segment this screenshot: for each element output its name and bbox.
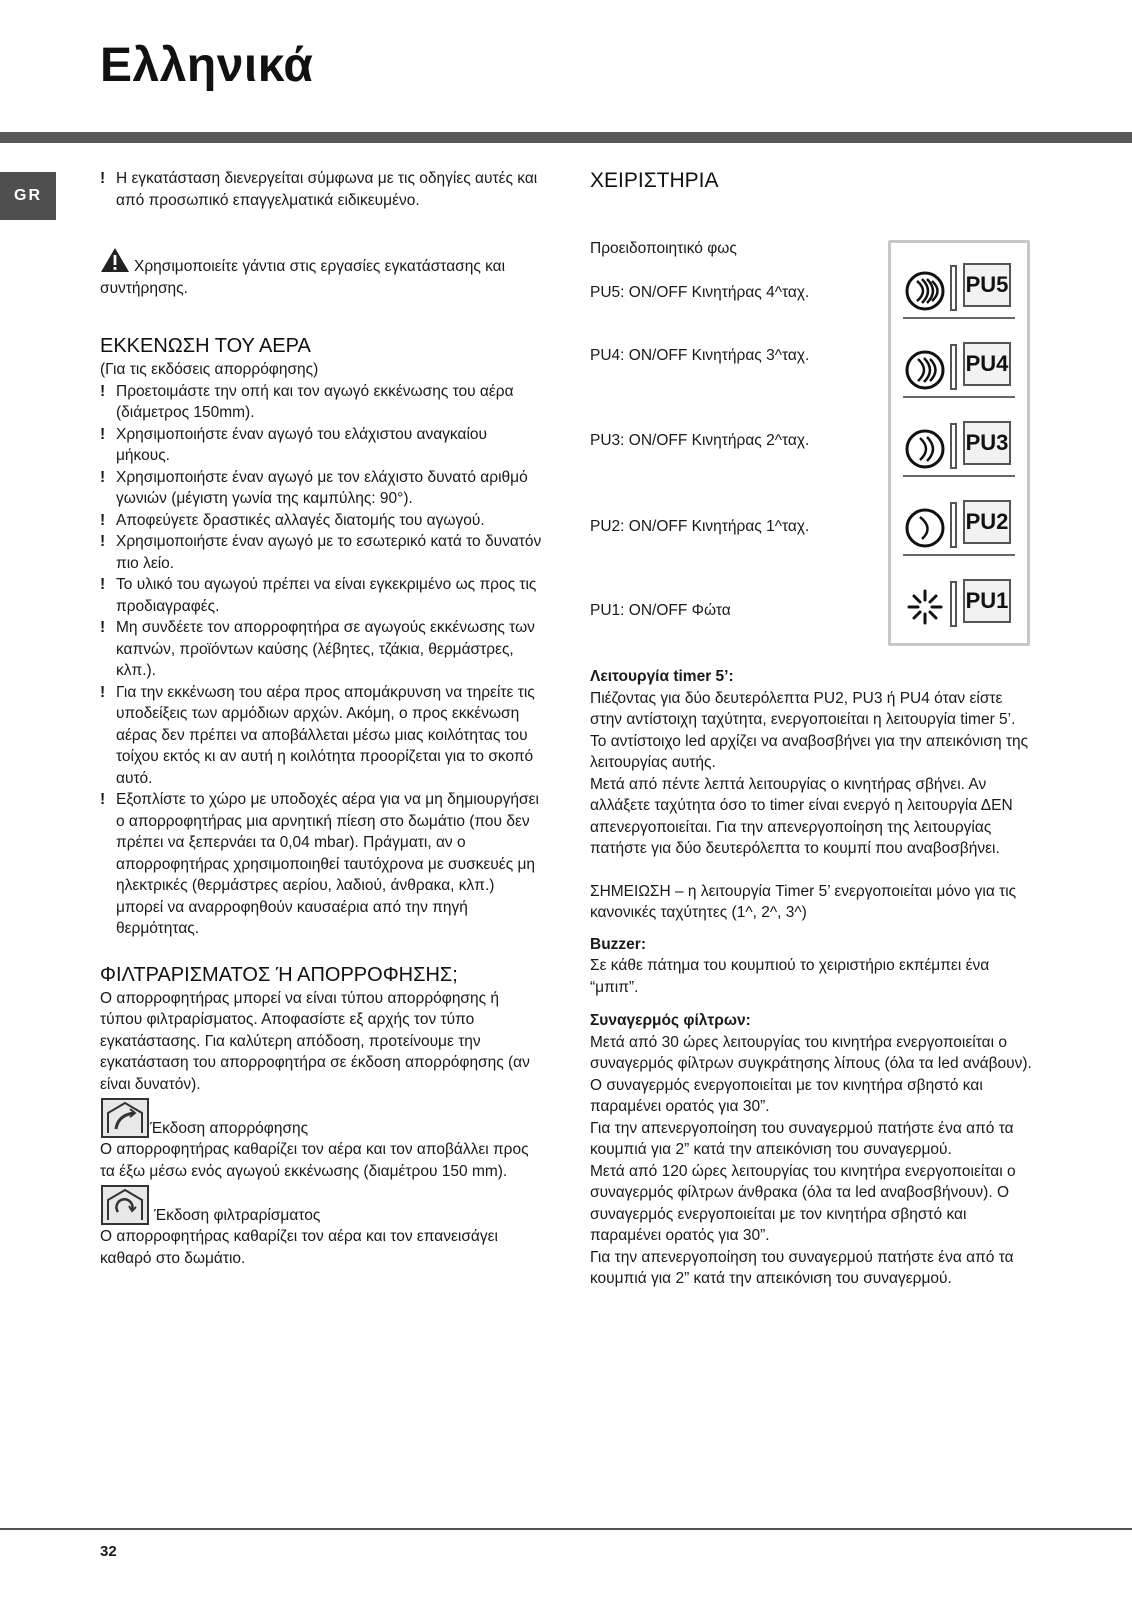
control-label-pu4: PU4: ON/OFF Κινητήρας 3^ταχ. bbox=[590, 347, 810, 364]
fan-speed-2-icon bbox=[903, 427, 947, 471]
pu4-button[interactable] bbox=[903, 338, 1015, 400]
list-item: ! Αποφεύγετε δραστικές αλλαγές διατομής του αγωγού. bbox=[100, 511, 485, 529]
header-rule bbox=[0, 132, 1132, 143]
recirculation-icon bbox=[100, 1184, 150, 1226]
recirculation-label: Έκδοση φιλτραρίσματος bbox=[154, 1206, 321, 1224]
gloves-note: Χρησιμοποιείτε γάντια στις εργασίες εγκατάστασης και συντήρησης. bbox=[100, 247, 545, 299]
ducted-text: Ο απορροφητήρας καθαρίζει τον αέρα και τον αποβάλλει προς τα έξω μέσω ενός αγωγού εκκένωσης (διαμέτρου 150 mm). bbox=[100, 1141, 529, 1180]
divider bbox=[903, 554, 1015, 556]
air-exhaust-subtitle: (Για τις εκδόσεις απορρόφησης) bbox=[100, 361, 319, 378]
timer-title: Λειτουργία timer 5’: bbox=[590, 668, 734, 685]
list-item: ! Χρησιμοποιήστε έναν αγωγό με το εσωτερικό κατά το δυνατόν πιο λείο. bbox=[100, 533, 542, 572]
buzzer-text: Σε κάθε πάτημα του κουμπιού το χειριστήριο εκπέμπει ένα “μπιπ”. bbox=[590, 957, 990, 996]
pu4-label: PU4 bbox=[963, 342, 1011, 386]
filter-alarm-text-2: Για την απενεργοποίηση του συναγερμού πατήστε ένα από τα κουμπιά για 2” κατά την απεικόνιση του συναγερμού. bbox=[590, 1119, 1014, 1158]
list-item: ! Για την εκκένωση του αέρα προς απομάκρυνση να τηρείτε τις υποδείξεις των αρμόδιων αρχών. Ακόμη, ο προς εκκένωση αέρας δεν πρέπει να αποβάλλεται μέσω μιας κοιλότητας του τοίχου εκτός κι αν αυτή η κοιλότητα προορίζεται για το σκοπό αυτό. bbox=[100, 683, 535, 787]
pu1-label: PU1 bbox=[963, 579, 1011, 623]
control-label-pu3: PU3: ON/OFF Κινητήρας 2^ταχ. bbox=[590, 432, 810, 449]
page-title: Ελληνικά bbox=[100, 39, 314, 92]
list-item: ! Μη συνδέετε τον απορροφητήρα σε αγωγούς εκκένωσης των καπνών, προϊόντων καύσης (λέβητες, τζάκια, θερμάστρες, κλπ.). bbox=[100, 619, 535, 679]
control-label-pu1: PU1: ON/OFF Φώτα bbox=[590, 602, 731, 619]
ducted-label: Έκδοση απορρόφησης bbox=[150, 1119, 309, 1137]
pu2-label: PU2 bbox=[963, 500, 1011, 544]
led-indicator bbox=[950, 581, 957, 627]
page-number: 32 bbox=[100, 1543, 117, 1560]
filter-text: Ο απορροφητήρας μπορεί να είναι τύπου απορρόφησης ή τύπου φιλτραρίσματος. Αποφασίστε εξ αρχής τον τύπο εγκατάστασης. Για καλύτερη απόδοση, προτείνουμε την εγκατάσταση του απορροφητήρα σε έκδοση απορρόφησης (αν είναι δυνατόν). bbox=[100, 989, 530, 1093]
list-item: ! Προετοιμάστε την οπή και τον αγωγό εκκένωσης του αέρα (διάμετρος 150mm). bbox=[100, 382, 514, 421]
warning-triangle-icon bbox=[100, 247, 130, 273]
pu3-button[interactable] bbox=[903, 417, 1015, 479]
filter-or-extraction-title: ΦΙΛΤΡΑΡΙΣΜΑΤΟΣ Ή ΑΠΟΡΡΟΦΗΣΗΣ; bbox=[100, 963, 458, 986]
control-label-pu5: PU5: ON/OFF Κινητήρας 4^ταχ. bbox=[590, 284, 810, 301]
control-panel bbox=[888, 240, 1030, 646]
list-item: ! Χρησιμοποιήστε έναν αγωγό του ελάχιστου αναγκαίου μήκους. bbox=[100, 425, 487, 464]
divider bbox=[903, 475, 1015, 477]
bullet-mark: ! bbox=[100, 170, 106, 187]
led-indicator bbox=[950, 423, 957, 469]
filter-alarm-text-1: Μετά από 30 ώρες λειτουργίας του κινητήρα ενεργοποιείται ο συναγερμός φίλτρων συγκράτησης λίπους (όλα τα led ανάβουν). Ο συναγερμός ενεργοποιείται με τον κινητήρα σβηστό και παραμένει ορατός για 30”. bbox=[590, 1033, 1032, 1115]
recirculation-version bbox=[100, 1184, 545, 1226]
list-item: ! Χρησιμοποιήστε έναν αγωγό με τον ελάχιστο δυνατό αριθμό γωνιών (μέγιστη γωνία της καμπύλης: 90°). bbox=[100, 468, 528, 507]
fan-speed-3-icon bbox=[903, 348, 947, 392]
left-column bbox=[100, 168, 545, 1269]
intro-note: ! Η εγκατάσταση διενεργείται σύμφωνα με τις οδηγίες αυτές και από προσωπικό επαγγελματικά ειδικευμένο. bbox=[100, 168, 545, 211]
fan-speed-1-icon bbox=[903, 506, 947, 550]
filter-alarm-text-4: Για την απενεργοποίηση του συναγερμού πατήστε ένα από τα κουμπιά για 2” κατά την απεικόνιση του συναγερμού. bbox=[590, 1248, 1014, 1287]
led-indicator bbox=[950, 265, 957, 311]
controls-section bbox=[590, 194, 1035, 624]
light-icon bbox=[903, 585, 947, 629]
air-exhaust-list bbox=[100, 381, 545, 940]
controls-title: ΧΕΙΡΙΣΤΗΡΙΑ bbox=[590, 169, 719, 192]
divider bbox=[903, 396, 1015, 398]
pu2-button[interactable] bbox=[903, 496, 1015, 558]
buzzer-title: Buzzer: bbox=[590, 935, 646, 953]
pu5-label: PU5 bbox=[963, 263, 1011, 307]
pu3-label: PU3 bbox=[963, 421, 1011, 465]
recirculation-text: Ο απορροφητήρας καθαρίζει τον αέρα και τον επανεισάγει καθαρό στο δωμάτιο. bbox=[100, 1228, 498, 1267]
control-label-pu2: PU2: ON/OFF Κινητήρας 1^ταχ. bbox=[590, 518, 810, 535]
language-tab: GR bbox=[0, 172, 56, 220]
list-item: ! Εξοπλίστε το χώρο με υποδοχές αέρα για να μη δημιουργήσει ο απορροφητήρας μια αρνητική πίεση στο δωμάτιο (που δεν πρέπει να ξεπερνάει τα 0,04 mbar). Πράγματι, αν ο απορροφητήρας χρησιμοποιηθεί ταυτόχρονα με συσκευές μη ηλεκτρικές (θερμάστρες αερίου, λαδιού, άνθρακα, κλπ.) μπορεί να αναρροφηθούν καυσαέρια από την πηγή θερμότητας. bbox=[100, 791, 539, 937]
led-indicator bbox=[950, 502, 957, 548]
fan-speed-4-icon bbox=[903, 269, 947, 313]
air-exhaust-title: ΕΚΚΕΝΩΣΗ ΤΟΥ ΑΕΡΑ bbox=[100, 335, 311, 357]
pu1-button[interactable] bbox=[903, 575, 1015, 637]
timer-note: ΣΗΜΕΙΩΣΗ – η λειτουργία Timer 5’ ενεργοποιείται μόνο για τις κανονικές ταχύτητες (1^, 2^, 3^) bbox=[590, 882, 1017, 921]
footer-rule bbox=[0, 1528, 1132, 1530]
divider bbox=[903, 317, 1015, 319]
list-item: ! Το υλικό του αγωγού πρέπει να είναι εγκεκριμένο ως προς τις προδιαγραφές. bbox=[100, 576, 537, 615]
pu5-button[interactable] bbox=[903, 259, 1015, 321]
right-column bbox=[590, 168, 1035, 1290]
timer-text-2: Μετά από πέντε λεπτά λειτουργίας ο κινητήρας σβήνει. Αν αλλάξετε ταχύτητα όσο το timer είναι ενεργό η λειτουργία ΔΕΝ απενεργοποιείται. Για την απενεργοποίηση της λειτουργίας πατήστε για δύο δευτερόλεπτα το κουμπί που αναβοσβήνει. bbox=[590, 775, 1013, 857]
ducted-version bbox=[100, 1097, 545, 1139]
filter-alarm-title: Συναγερμός φίλτρων: bbox=[590, 1012, 751, 1029]
filter-alarm-text-3: Μετά από 120 ώρες λειτουργίας του κινητήρα ενεργοποιείται ο συναγερμός φίλτρων άνθρακα (όλα τα led αναβοσβήνουν). Ο συναγερμός ενεργοποιείται με τον κινητήρα σβηστό και παραμένει ορατός για 30”. bbox=[590, 1162, 1016, 1244]
ducted-extraction-icon bbox=[100, 1097, 150, 1139]
timer-text-1: Πιέζοντας για δύο δευτερόλεπτα PU2, PU3 ή PU4 όταν είστε στην αντίστοιχη ταχύτητα, ενεργοποιείται η λειτουργία timer 5’. Το αντίστοιχο led αρχίζει να αναβοσβήνει για την απεικόνιση της λειτουργίας αυτής. bbox=[590, 689, 1029, 771]
warning-light-label: Προειδοποιητικό φως bbox=[590, 240, 737, 257]
led-indicator bbox=[950, 344, 957, 390]
